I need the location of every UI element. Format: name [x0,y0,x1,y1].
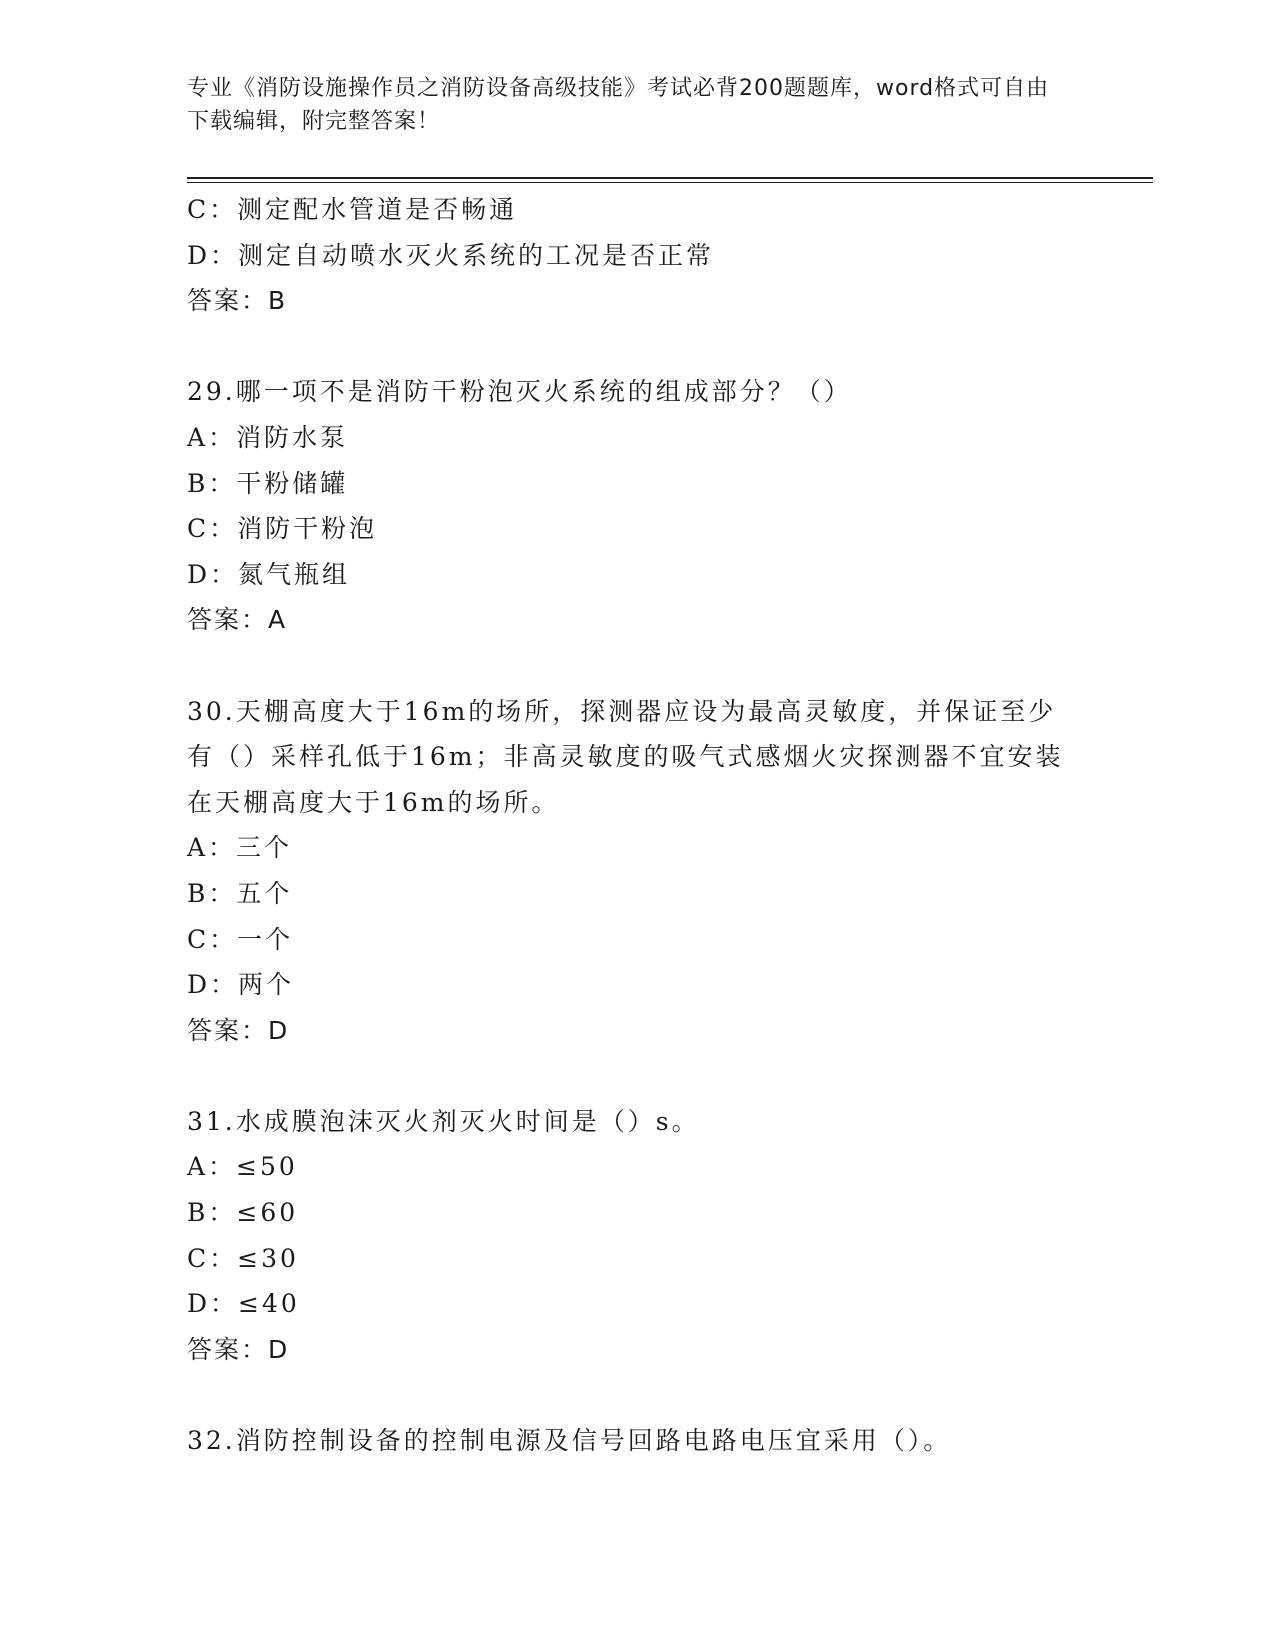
option-a: A：≤50 [187,1152,298,1182]
document-header [187,72,1067,138]
answer-line: 答案：A [187,605,288,635]
option-b: B：干粉储罐 [187,468,349,498]
question-stem: 32.消防控制设备的控制电源及信号回路电路电压宜采用（）。 [187,1426,952,1456]
option-c: C：一个 [187,924,294,954]
question-content [187,187,1127,1464]
option-d: D：≤40 [187,1289,300,1319]
answer-line: 答案：B [187,286,288,316]
option-a: A：消防水泵 [187,422,349,452]
question-block-32 [187,1418,1127,1464]
question-block-28 [187,187,1127,324]
question-stem-line-2: 有（）采样孔低于16m；非高灵敏度的吸气式感烟火灾探测器不宜安装 [187,742,1064,772]
question-stem-line-3: 在天棚高度大于16m的场所。 [187,787,560,817]
answer-line: 答案：D [187,1015,290,1045]
option-a: A：三个 [187,833,293,863]
answer-line: 答案：D [187,1334,290,1364]
option-c: C：消防干粉泡 [187,514,378,544]
header-text: 专业《消防设施操作员之消防设备高级技能》考试必背200题题库，word格式可自由下载编辑，附完整答案！ [187,76,1050,134]
question-stem: 31.水成膜泡沫灭火剂灭火时间是（）s。 [187,1106,700,1136]
header-divider [187,177,1153,183]
option-c: C：测定配水管道是否畅通 [187,195,518,224]
option-d: D：测定自动喷水灭火系统的工况是否正常 [187,240,715,270]
question-block-29 [187,369,1127,643]
option-c: C：≤30 [187,1243,299,1273]
question-block-30 [187,689,1127,1054]
question-block-31 [187,1099,1127,1373]
question-stem-line-1: 30.天棚高度大于16m的场所，探测器应设为最高灵敏度，并保证至少 [187,696,1057,726]
option-b: B：五个 [187,878,293,908]
question-stem: 29.哪一项不是消防干粉泡灭火系统的组成部分？（） [187,377,852,407]
option-d: D：氮气瓶组 [187,559,351,589]
option-b: B：≤60 [187,1198,299,1228]
option-d: D：两个 [187,970,295,1000]
